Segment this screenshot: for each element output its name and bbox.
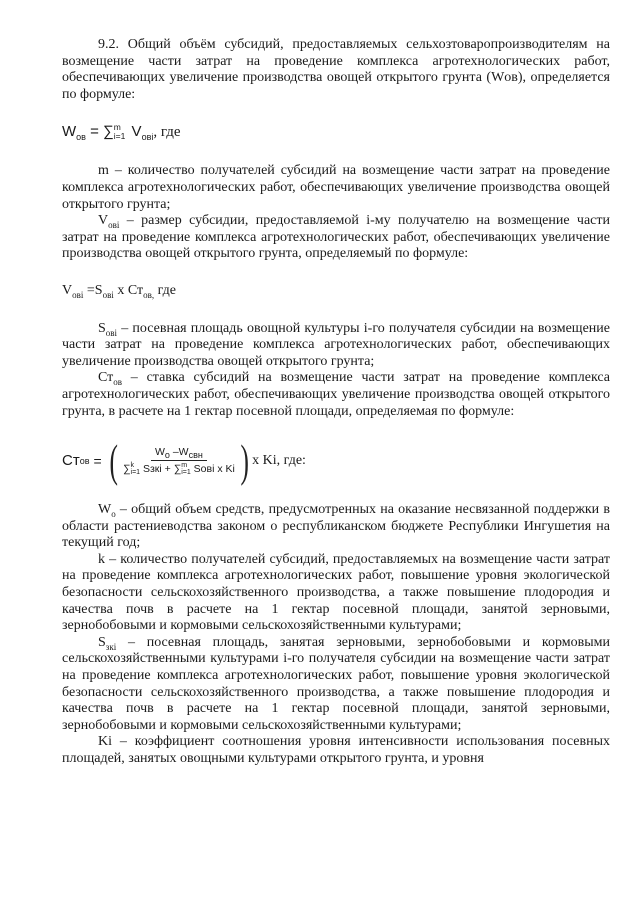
definition-s-zki: $S_{зкi}$ – посевная площадь, занятая зерновыми, зернобобовыми и кормовыми сельскохозяйственными культурами i-го получателя субсидии на возмещение части затрат на проведение комплекса агротехнологических работ, повышение уровня экологической безопасности сельскохозяйственного производства, а также повышение плодородия и качества почв в расчете на 1 гектар посевной площади, занятой зерновыми, зернобобовыми и кормовыми сельскохозяйственными культурами; [62,634,610,733]
definition-s-ovi: $S_{овi}$ – посевная площадь овощной культуры i-го получателя субсидии на возмещение части затрат на проведение комплекса агротехнологических работ, обеспечивающих увеличение производства овощей открытого грунта; [62,320,610,369]
definition-w-o: $W_о$ – общий объем средств, предусмотренных на оказание несвязанной поддержки в области растениеводства законом о республиканском бюджете Республики Ингушетия на текущий год; [62,502,610,551]
paragraph-9-2: 9.2. Общий объём субсидий, предоставляемых сельхозтоваропроизводителям на возмещение части затрат на проведение комплекса агротехнологических работ, обеспечивающих увеличение производства овощей открытого грунта (Wов), определяется по формуле: [62,37,610,102]
definition-m: m – количество получателей субсидий на возмещение части затрат на проведение комплекса агротехнологических работ, обеспечивающих увеличение производства овощей открытого грунта; [62,163,610,212]
definition-ki: Ki – коэффициент соотношения уровня интенсивности использования посевных площадей, занятых овощными культурами открытого грунта, и уровня [62,734,610,766]
definition-v-ovi: $V_{овi}$ – размер субсидии, предоставляемой i-му получателю на возмещение части затрат на проведение комплекса агротехнологических работ, обеспечивающих увеличение производства овощей открытого грунта, определяемый по формуле: [62,213,610,262]
formula-fraction: $W_о$ $-W_{свн}$ ∑ k i=1 Sзкi + ∑ m i=1 Sовi x Ki [123,446,235,477]
definition-k: k – количество получателей субсидий, предоставляемых на возмещение части затрат на проведение комплекса агротехнологических работ, повышение уровня экологической безопасности сельскохозяйственного производства, а также повышение плодородия и качества почв в расчете на 1 гектар посевной площади, занятой зерновыми, зернобобовыми и кормовыми сельскохозяйственными культурами; [62,551,610,634]
definition-ct-ov: $Ст_{ов}$ – ставка субсидий на возмещение части затрат на проведение комплекса агротехнологических работ, обеспечивающих увеличение производства овощей открытого грунта, в расчете на 1 гектар посевной площади, определяемая по формуле: [62,370,610,419]
formula-v-ovi: $V_{овi} =S_{овi}$ х $Ст_{ов,}$ где [62,282,176,300]
document-body [62,37,610,768]
formula-w-ov: $W_{ов}$ = ∑ m i=1 $V_{овi}$, где [62,122,181,143]
formula-ct-ov: Ст ов = ( $W_о$ $-W_{свн}$ ∑ k i=1 Sзкi + ∑ m i=1 Sовi x Ki ) x Ki, где: [62,435,306,487]
